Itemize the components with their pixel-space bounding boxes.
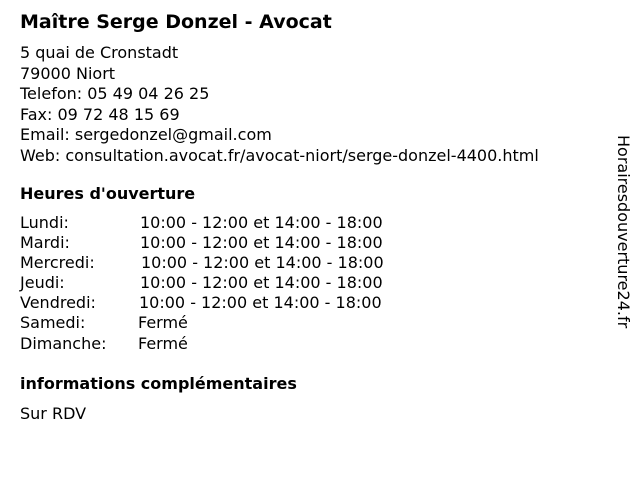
- site-watermark: Horairesdouverture24.fr: [614, 135, 633, 329]
- website-url: Web: consultation.avocat.fr/avocat-niort/serge-donzel-4400.html: [20, 145, 539, 165]
- time-range: Fermé: [138, 313, 188, 333]
- day-label: Samedi:: [20, 313, 86, 333]
- hours-row-wednesday: [20, 253, 440, 273]
- day-label: Dimanche:: [20, 333, 107, 353]
- opening-hours-table: [20, 213, 440, 354]
- hours-row-friday: [20, 293, 440, 313]
- hours-row-tuesday: [20, 233, 440, 253]
- contact-block: [20, 43, 539, 166]
- city-postcode: 79000 Niort: [20, 63, 116, 83]
- day-label: Mardi:: [20, 233, 70, 253]
- time-range: 10:00 - 12:00 et 14:00 - 18:00: [140, 273, 383, 293]
- day-label: Mercredi:: [20, 253, 95, 273]
- day-label: Jeudi:: [20, 273, 65, 293]
- fax-number: Fax: 09 72 48 15 69: [20, 104, 180, 124]
- hours-row-monday: [20, 213, 440, 233]
- day-label: Lundi:: [20, 213, 69, 232]
- phone-number: Telefon: 05 49 04 26 25: [20, 84, 210, 103]
- hours-row-thursday: [20, 273, 440, 293]
- day-label: Vendredi:: [20, 293, 96, 313]
- time-range: 10:00 - 12:00 et 14:00 - 18:00: [140, 233, 383, 253]
- time-range: 10:00 - 12:00 et 14:00 - 18:00: [140, 213, 383, 232]
- info-text: Sur RDV: [20, 404, 87, 423]
- street-address: 5 quai de Cronstadt: [20, 43, 179, 62]
- hours-row-saturday: [20, 313, 440, 333]
- info-heading: informations complémentaires: [20, 374, 297, 393]
- time-range: Fermé: [138, 333, 188, 353]
- time-range: 10:00 - 12:00 et 14:00 - 18:00: [139, 293, 382, 313]
- hours-heading: Heures d'ouverture: [20, 184, 196, 203]
- hours-row-sunday: [20, 334, 440, 354]
- page-title: Maître Serge Donzel - Avocat: [20, 11, 332, 33]
- time-range: 10:00 - 12:00 et 14:00 - 18:00: [141, 253, 384, 273]
- email-address: Email: sergedonzel@gmail.com: [20, 125, 272, 144]
